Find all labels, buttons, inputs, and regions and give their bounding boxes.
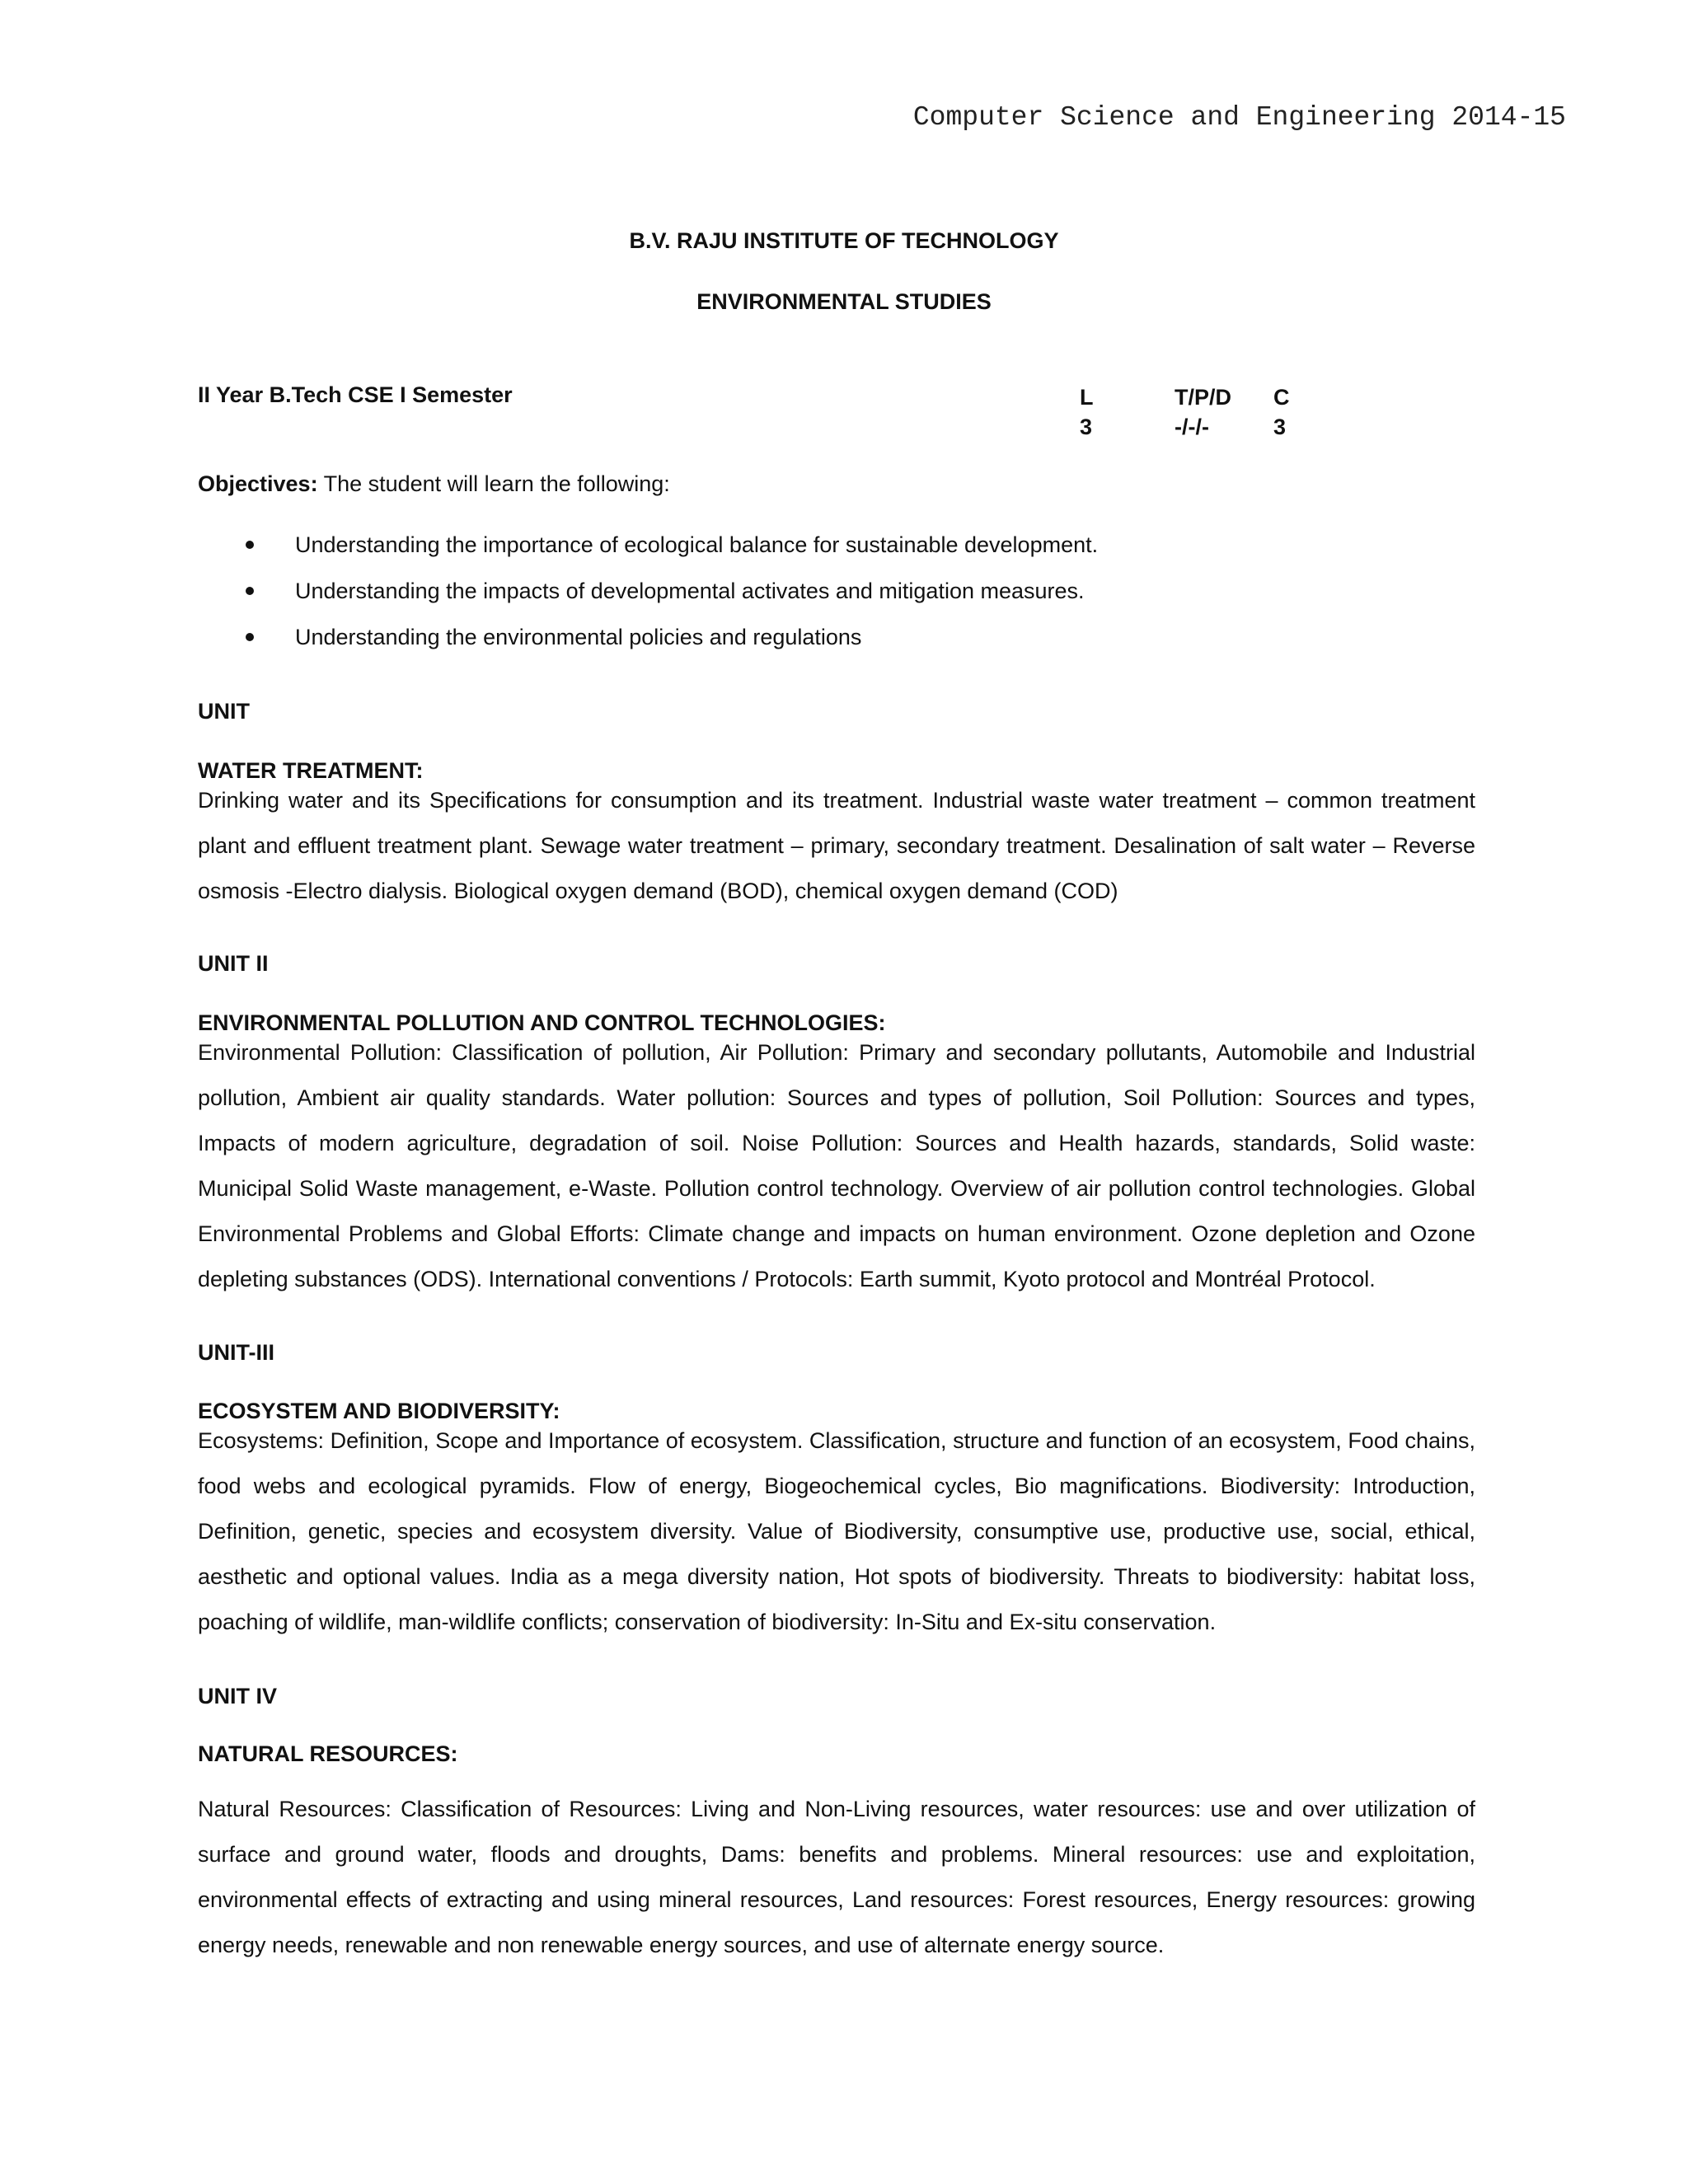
- bullet-icon: [246, 541, 254, 549]
- bullet-icon: [246, 633, 254, 641]
- unit-4-body: Natural Resources: Classification of Resources: Living and Non-Living resources, water resources: use and over utilization of surface and ground water, floods and droughts, Dams: benefits and problems. Mineral resources: use and exploitation, environmental effects of extracting and using mineral resources, Land resources: Forest resources, Energy resources: growing energy needs, renewable and non renewable energy sources, and use of alternate energy source.: [198, 1797, 1475, 1957]
- list-item: Understanding the environmental policies and regulations: [198, 625, 1475, 671]
- unit-1-body: Drinking water and its Specifications for consumption and its treatment. Industrial waste water treatment – common treatment plant and effluent treatment plant. Sewage water treatment – primary, secondary treatment. Desalination of salt water – Reverse osmosis -Electro dialysis. Biological oxygen demand (BOD), chemical oxygen demand (COD): [198, 788, 1475, 903]
- course-title: ENVIRONMENTAL STUDIES: [696, 289, 992, 314]
- unit-2-body: Environmental Pollution: Classification of pollution, Air Pollution: Primary and secondary pollutants, Automobile and Industrial pollution, Ambient air quality standards. Water pollution: Sources and types of pollution, Soil Pollution: Sources and types, Impacts of modern agriculture, degradation of soil. Noise Pollution: Sources and Health hazards, standards, Solid waste: Municipal Solid Waste management, e-Waste. Pollution control technology. Overview of air pollution control technologies. Global Environmental Problems and Global Efforts: Climate change and impacts on human environment. Ozone depletion and Ozone depleting substances (ODS). International conventions / Protocols: Earth summit, Kyoto protocol and Montréal Protocol.: [198, 1040, 1475, 1291]
- objectives-intro: The student will learn the following:: [317, 471, 670, 496]
- unit-3-label: UNIT-III: [198, 1340, 274, 1365]
- running-header: Computer Science and Engineering 2014-15: [912, 102, 1566, 133]
- ltpc-tpd: [1175, 382, 1231, 442]
- objectives-label: Objectives:: [198, 471, 318, 496]
- unit-2-section: [198, 1009, 1475, 1302]
- unit-1-section: [198, 757, 1475, 914]
- bullet-icon: [246, 587, 254, 595]
- ltpc-c-value: 3: [1273, 415, 1287, 439]
- institute-name: B.V. RAJU INSTITUTE OF TECHNOLOGY: [629, 228, 1059, 253]
- list-item: Understanding the importance of ecological balance for sustainable development.: [198, 532, 1475, 579]
- ltpc-c-label: C: [1273, 385, 1290, 410]
- ltpc-c: [1273, 382, 1290, 442]
- ltpc-l: [1080, 382, 1094, 442]
- objectives-line: [198, 471, 1475, 497]
- unit-1-label: UNIT: [198, 699, 250, 724]
- unit-3-section: [198, 1397, 1475, 1645]
- unit-1-title: WATER TREATMENT:: [198, 758, 424, 783]
- unit-4-title: NATURAL RESOURCES:: [198, 1741, 458, 1766]
- ltpc-tpd-label: T/P/D: [1175, 385, 1232, 410]
- semester-line: II Year B.Tech CSE I Semester: [198, 382, 513, 407]
- ltpc-l-value: 3: [1080, 415, 1093, 439]
- unit-3-title: ECOSYSTEM AND BIODIVERSITY:: [198, 1399, 560, 1423]
- ltpc-l-label: L: [1080, 385, 1094, 410]
- list-item: Understanding the impacts of developmental activates and mitigation measures.: [198, 579, 1475, 625]
- objectives-list: [198, 532, 1475, 671]
- ltpc-tpd-value: -/-/-: [1175, 415, 1209, 439]
- unit-2-title: ENVIRONMENTAL POLLUTION AND CONTROL TECHNOLOGIES:: [198, 1010, 886, 1035]
- unit-3-body: Ecosystems: Definition, Scope and Importance of ecosystem. Classification, structure and function of an ecosystem, Food chains, food webs and ecological pyramids. Flow of energy, Biogeochemical cycles, Bio magnifications. Biodiversity: Introduction, Definition, genetic, species and ecosystem diversity. Value of Biodiversity, consumptive use, productive use, social, ethical, aesthetic and optional values. India as a mega diversity nation, Hot spots of biodiversity. Threats to biodiversity: habitat loss, poaching of wildlife, man-wildlife conflicts; conservation of biodiversity: In-Situ and Ex-situ conservation.: [198, 1428, 1475, 1634]
- unit-2-label: UNIT II: [198, 951, 269, 976]
- unit-4-label: UNIT IV: [198, 1684, 278, 1708]
